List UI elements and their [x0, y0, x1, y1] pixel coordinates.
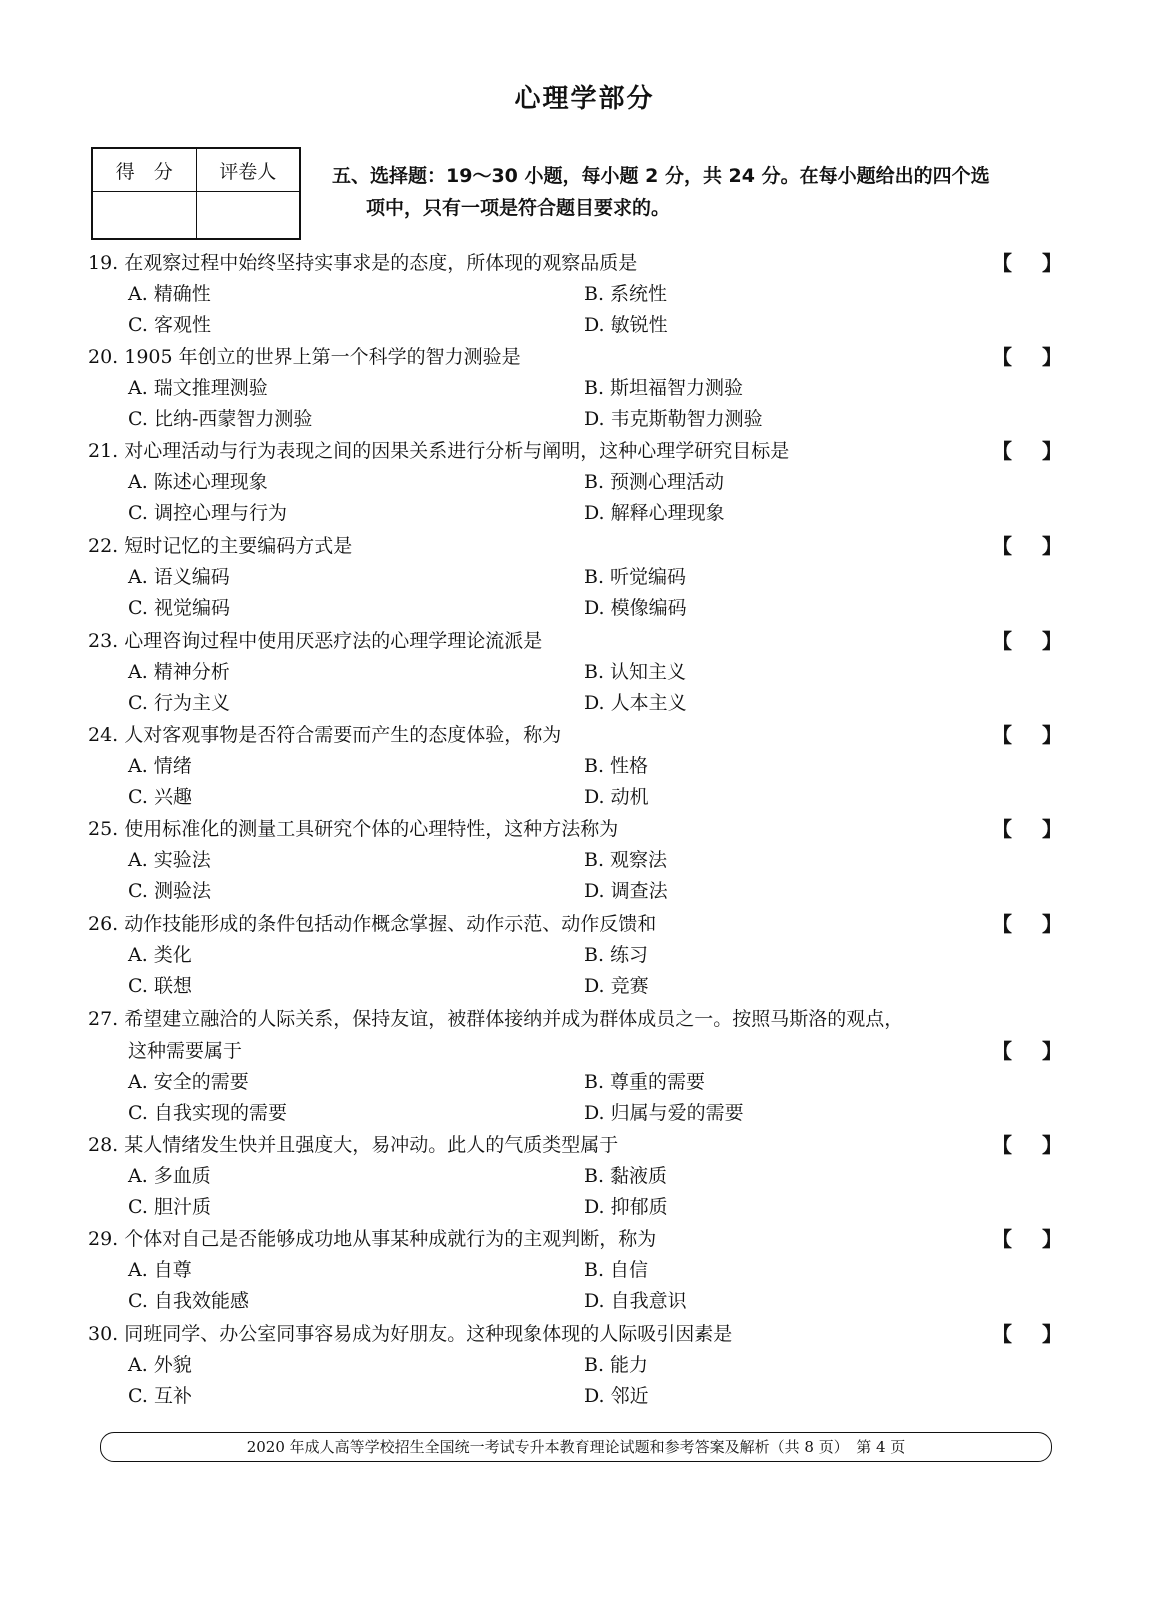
- option-a: A. 外貌: [128, 1354, 192, 1376]
- question-stem: 27. 希望建立融洽的人际关系，保持友谊，被群体接纳并成为群体成员之一。按照马斯洛的观点，: [88, 1008, 904, 1030]
- option-a: A. 多血质: [128, 1165, 211, 1187]
- grader-label: 评卷人: [196, 148, 300, 192]
- bracket-close: 】: [1042, 723, 1062, 747]
- bracket-open: 【: [992, 629, 1012, 653]
- option-a: A. 精神分析: [128, 661, 230, 683]
- bracket-open: 【: [992, 1227, 1012, 1251]
- bracket-close: 】: [1042, 1322, 1062, 1346]
- option-d: D. 调查法: [584, 880, 668, 902]
- answer-bracket[interactable]: [992, 247, 1062, 279]
- bracket-open: 【: [992, 912, 1012, 936]
- score-label: 得 分: [92, 148, 196, 192]
- question-stem: 28. 某人情绪发生快并且强度大，易冲动。此人的气质类型属于: [88, 1134, 619, 1156]
- option-a: A. 自尊: [128, 1259, 192, 1281]
- option-d: D. 邻近: [584, 1385, 649, 1407]
- option-a: A. 安全的需要: [128, 1071, 249, 1093]
- option-d: D. 抑郁质: [584, 1196, 668, 1218]
- page-title: 心理学部分: [514, 84, 655, 114]
- score-table: [91, 147, 301, 240]
- section-heading: [332, 160, 1052, 224]
- answer-bracket[interactable]: [992, 1129, 1062, 1161]
- option-a: A. 情绪: [128, 755, 192, 777]
- option-c: C. 比纳-西蒙智力测验: [128, 408, 313, 430]
- bracket-open: 【: [992, 817, 1012, 841]
- question-22: [88, 530, 1078, 624]
- option-a: A. 语义编码: [128, 566, 230, 588]
- option-b: B. 斯坦福智力测验: [584, 377, 744, 399]
- bracket-close: 】: [1042, 817, 1062, 841]
- bracket-close: 】: [1042, 251, 1062, 275]
- option-c: C. 自我效能感: [128, 1290, 249, 1312]
- option-c: C. 互补: [128, 1385, 192, 1407]
- option-c: C. 视觉编码: [128, 597, 230, 619]
- bracket-close: 】: [1042, 1133, 1062, 1157]
- question-28: [88, 1129, 1078, 1223]
- option-d: D. 人本主义: [584, 692, 687, 714]
- question-23: [88, 625, 1078, 719]
- option-c: C. 联想: [128, 975, 192, 997]
- answer-bracket[interactable]: [992, 1223, 1062, 1255]
- bracket-open: 【: [992, 251, 1012, 275]
- option-c: C. 测验法: [128, 880, 211, 902]
- bracket-open: 【: [992, 1039, 1012, 1063]
- bracket-open: 【: [992, 1322, 1012, 1346]
- bracket-open: 【: [992, 439, 1012, 463]
- answer-bracket[interactable]: [992, 813, 1062, 845]
- option-b: B. 预测心理活动: [584, 471, 725, 493]
- question-stem: 24. 人对客观事物是否符合需要而产生的态度体验，称为: [88, 724, 562, 746]
- question-stem: 22. 短时记忆的主要编码方式是: [88, 535, 353, 557]
- bracket-close: 】: [1042, 439, 1062, 463]
- option-a: A. 实验法: [128, 849, 211, 871]
- option-b: B. 黏液质: [584, 1165, 668, 1187]
- option-b: B. 自信: [584, 1259, 649, 1281]
- option-c: C. 调控心理与行为: [128, 502, 287, 524]
- option-d: D. 敏锐性: [584, 314, 668, 336]
- question-24: [88, 719, 1078, 813]
- bracket-close: 】: [1042, 912, 1062, 936]
- option-b: B. 系统性: [584, 283, 668, 305]
- bracket-open: 【: [992, 723, 1012, 747]
- option-d: D. 解释心理现象: [584, 502, 725, 524]
- bracket-close: 】: [1042, 534, 1062, 558]
- question-stem: 26. 动作技能形成的条件包括动作概念掌握、动作示范、动作反馈和: [88, 913, 657, 935]
- option-d: D. 模像编码: [584, 597, 687, 619]
- option-b: B. 能力: [584, 1354, 649, 1376]
- section-heading-line1: 五、选择题：19～30 小题，每小题 2 分，共 24 分。在每小题给出的四个选: [332, 165, 990, 187]
- option-d: D. 动机: [584, 786, 649, 808]
- question-20: [88, 341, 1078, 435]
- option-c: C. 行为主义: [128, 692, 230, 714]
- option-b: B. 性格: [584, 755, 649, 777]
- option-c: C. 胆汁质: [128, 1196, 211, 1218]
- option-a: A. 类化: [128, 944, 192, 966]
- score-cell: [92, 192, 196, 240]
- grader-cell: [196, 192, 300, 240]
- section-heading-line2: 项中，只有一项是符合题目要求的。: [366, 197, 671, 219]
- answer-bracket[interactable]: [992, 530, 1062, 562]
- question-26: [88, 908, 1078, 1002]
- bracket-close: 】: [1042, 1039, 1062, 1063]
- question-stem: 25. 使用标准化的测量工具研究个体的心理特性，这种方法称为: [88, 818, 619, 840]
- bracket-close: 】: [1042, 1227, 1062, 1251]
- answer-bracket[interactable]: [992, 435, 1062, 467]
- question-stem: 29. 个体对自己是否能够成功地从事某种成就行为的主观判断，称为: [88, 1228, 657, 1250]
- option-d: D. 归属与爱的需要: [584, 1102, 744, 1124]
- question-stem: 19. 在观察过程中始终坚持实事求是的态度，所体现的观察品质是: [88, 252, 638, 274]
- option-a: A. 瑞文推理测验: [128, 377, 268, 399]
- question-30: [88, 1318, 1078, 1412]
- question-19: [88, 247, 1078, 341]
- bracket-close: 】: [1042, 345, 1062, 369]
- option-b: B. 观察法: [584, 849, 668, 871]
- question-25: [88, 813, 1078, 907]
- option-b: B. 练习: [584, 944, 649, 966]
- question-29: [88, 1223, 1078, 1317]
- question-stem: 23. 心理咨询过程中使用厌恶疗法的心理学理论流派是: [88, 630, 543, 652]
- option-b: B. 听觉编码: [584, 566, 687, 588]
- answer-bracket[interactable]: [992, 1318, 1062, 1350]
- answer-bracket[interactable]: [992, 908, 1062, 940]
- answer-bracket[interactable]: [992, 719, 1062, 751]
- question-stem: 21. 对心理活动与行为表现之间的因果关系进行分析与阐明，这种心理学研究目标是: [88, 440, 790, 462]
- answer-bracket[interactable]: [992, 1035, 1062, 1067]
- option-c: C. 兴趣: [128, 786, 192, 808]
- question-27: [88, 1003, 1078, 1129]
- bracket-open: 【: [992, 345, 1012, 369]
- question-21: [88, 435, 1078, 529]
- option-d: D. 自我意识: [584, 1290, 687, 1312]
- answer-bracket[interactable]: [992, 341, 1062, 373]
- option-d: D. 竞赛: [584, 975, 649, 997]
- option-a: A. 陈述心理现象: [128, 471, 268, 493]
- bracket-open: 【: [992, 1133, 1012, 1157]
- question-stem: 20. 1905 年创立的世界上第一个科学的智力测验是: [88, 346, 521, 368]
- bracket-open: 【: [992, 534, 1012, 558]
- question-stem-cont: 这种需要属于: [128, 1040, 243, 1062]
- option-d: D. 韦克斯勒智力测验: [584, 408, 763, 430]
- option-c: C. 客观性: [128, 314, 211, 336]
- option-c: C. 自我实现的需要: [128, 1102, 287, 1124]
- question-stem: 30. 同班同学、办公室同事容易成为好朋友。这种现象体现的人际吸引因素是: [88, 1323, 733, 1345]
- page-footer: 2020 年成人高等学校招生全国统一考试专升本教育理论试题和参考答案及解析（共 8 页） 第 4 页: [100, 1432, 1052, 1462]
- option-b: B. 尊重的需要: [584, 1071, 706, 1093]
- option-b: B. 认知主义: [584, 661, 687, 683]
- bracket-close: 】: [1042, 629, 1062, 653]
- answer-bracket[interactable]: [992, 625, 1062, 657]
- option-a: A. 精确性: [128, 283, 211, 305]
